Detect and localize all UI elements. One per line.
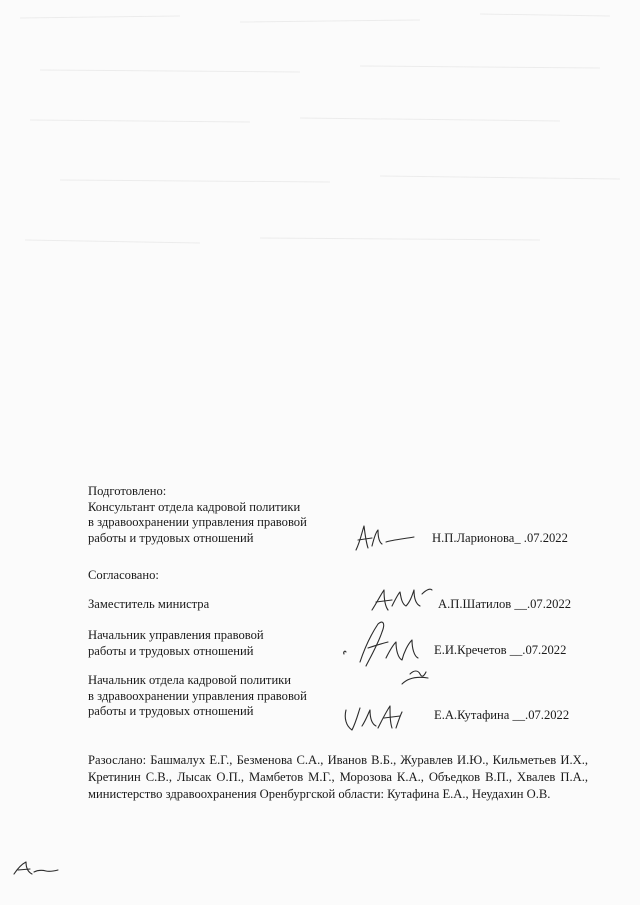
approved-block — [88, 568, 159, 584]
approved-heading: Согласовано: — [88, 568, 159, 582]
approval-signer: Е.И.Кречетов __.07.2022 — [434, 643, 567, 657]
signature-kutafina — [340, 700, 410, 736]
approval-position-line: в здравоохранении управления правовой — [88, 688, 307, 703]
distribution-list: Разослано: Башмалух Е.Г., Безменова С.А., Иванов В.Б., Журавлев И.Ю., Кильметьев И.Х., Кретинин С.В., Лысак О.П., Мамбетов М.Г., Морозова К.А., Объедков В.П., Хвалев П.А., министерство здравоохранения Оренбургской области: Кутафина Е.А., Неудахин О.В. — [88, 753, 588, 801]
approval-position — [88, 597, 209, 613]
approval-position-line: работы и трудовых отношений — [88, 643, 254, 658]
initials-mark — [12, 858, 62, 878]
signature-shatilov — [368, 584, 438, 616]
approval-signer: Е.А.Кутафина __.07.2022 — [434, 708, 570, 722]
approval-position — [88, 673, 307, 720]
approval-position — [88, 628, 264, 659]
approval-position-line: работы и трудовых отношений — [88, 704, 254, 718]
approval-position-line: Заместитель министра — [88, 597, 210, 611]
prepared-position-line: работы и трудовых отношений — [88, 530, 254, 545]
approval-position-line: Начальник управления правовой — [88, 628, 264, 642]
signature-larionova — [352, 520, 422, 556]
approval-position-line: Начальник отдела кадровой политики — [88, 673, 292, 687]
prepared-heading: Подготовлено: — [88, 484, 167, 498]
signature-krechetov — [338, 614, 438, 690]
prepared-signer: Н.П.Ларионова_ .07.2022 — [432, 531, 568, 545]
approval-signer: А.П.Шатилов __.07.2022 — [438, 597, 572, 611]
prepared-position-line: в здравоохранении управления правовой — [88, 515, 307, 529]
prepared-block — [88, 484, 307, 546]
prepared-position-line: Консультант отдела кадровой политики — [88, 499, 301, 514]
